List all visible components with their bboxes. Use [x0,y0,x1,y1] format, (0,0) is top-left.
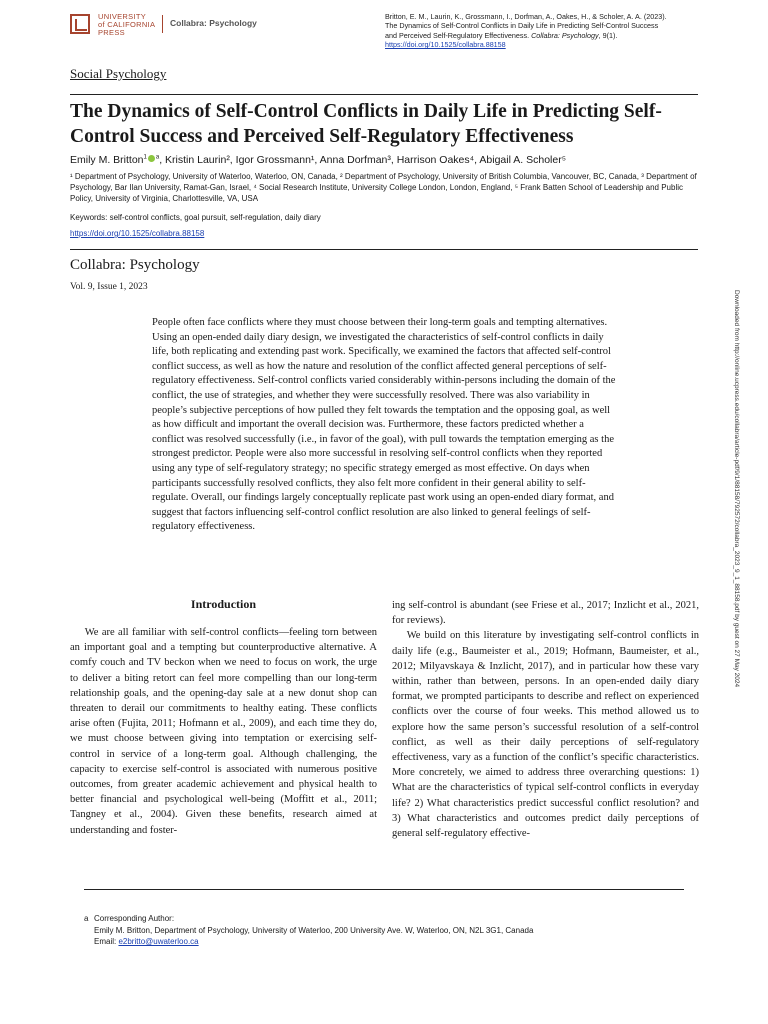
author-britton[interactable]: Emily M. Britton [70,154,144,166]
journal-title: Collabra: Psychology [70,257,200,273]
volume-info: Vol. 9, Issue 1, 2023 [70,282,148,292]
doi-link[interactable]: https://doi.org/10.1525/collabra.88158 [70,229,205,238]
paragraph: ing self-control is abundant (see Friese et al., 2017; Inzlicht et al., 2021, for reviews). [392,600,699,627]
publisher-logo-text: UNIVERSITY of CALIFORNIA PRESS [98,12,156,37]
paragraph: We are all familiar with self-control conflicts—feeling torn between an important goal and a tempting but counterproductive alternative. A comfy couch and TV beckon when we need to focus on work, the urge to deliver a biting retort can feel more compelling than our long-term relationship goals, and the opening-day sale at a new donut shop can threaten to derail our commitments to healthy eating. These conflicts arise often (Fujita, 2011; Hofmann et al., 2009), and each time they do, we must choose between giving into temptation or exercising self-control in service of a long-term goal. Although challenging, the capacity to exercise self-control is associated with numerous positive outcomes, from greater academic achievement and physical health to better financial and psychological well-being (Moffitt et al., 2011; Tangney et al., 2004). Given these benefits, research aimed at understanding and foster- [70,627,377,836]
header-rule [70,94,698,95]
paragraph: We build on this literature by investigating self-control conflicts in daily life (e.g., Baumeister et al., 2019; Hofmann, Baumeister, et al., 2012; Milyavskaya & Inzlicht, 2017), and in particular how these vary within, rather than between, persons. In an open-ended daily diary format, we prompted participants to describe and reflect on experienced conflicts over the course of four weeks. This method allowed us to explore how the same person’s successful resolution of a self-control conflict, as well as their daily perceptions of self-regulatory effectiveness, vary as a function of the conflict’s specific characteristics. More concretely, we aimed to address three overarching questions: 1) What are the characteristics of typical self-control conflicts in everyday life? 2) What characteristics predict successful conflict resolution? and 3) What characteristics and outcomes predict daily perceptions of general self-regulatory effective- [392,630,699,840]
orcid-icon[interactable] [148,155,155,162]
download-watermark: Downloaded from http://online.ucpress.edu/collabra/article-pdf/9/1/88158/792572/collabra_2023_9_1_88158.pdf by guest on 27 May 2024 [733,290,740,688]
section-label[interactable]: Social Psychology [70,66,167,81]
header-journal-name: Collabra: Psychology [170,18,257,28]
keywords: Keywords: self-control conflicts, goal pursuit, self-regulation, daily diary [70,213,321,222]
other-authors: , Kristin Laurin², Igor Grossmann¹, Anna Dorfman³, Harrison Oakes⁴, Abigail A. Scholer⁵ [159,154,567,166]
introduction-heading: Introduction [190,597,257,611]
citation-doi-link[interactable]: https://doi.org/10.1525/collabra.88158 [385,40,506,50]
footnote-rule [84,889,684,890]
abstract: People often face conflicts where they must choose between their long-term goals and tempting alternatives. Using an open-ended daily diary design, we investigated the characteristics of self-control conflicts in daily life, both replicating and extending past work. Specifically, we examined the factors that affected self-control conflict success, as well as how the nature and resolution of the conflict affected general perceptions of self-regulatory effectiveness. Self-control conflicts varied considerably within-persons including the domain of the conflict, the use of strategies, and whether they were successfully resolved. There was also variability in people’s subjective perceptions of how pulled they felt towards the temptation and the opposing goal, as well as how difficult and important the overall decision was. Furthermore, these factors predicted whether a conflict was resolved successfully (i.e., in favor of the goal), with pull towards the temptation emerging as the strongest predictor. People were also more successful in resolving self-control conflicts when they reported using any type of self-regulatory strategy; no specific strategy emerged as most effective. On days when participants successfully resolved conflicts, they also felt more confident in their general ability to self-regulate. Overall, our findings largely conceptually replicate past work using an open-ended diary format, and suggest that factors influencing self-control conflict resolution are also linked to general feelings of self-regulatory effectiveness. [152,317,616,533]
affiliations: ¹ Department of Psychology, University of Waterloo, Waterloo, ON, Canada, ² Department of Psychology, University of British Columbia, Vancouver, BC, Canada, ³ Department of Psychology, Bar Ilan University, Ramat-Gan, Israel, ⁴ Social Research Institute, University College London, London, England, ⁵ Frank Batten School of Leadership and Public Policy, University of Virginia, Charlottesville, VA, USA [70,172,697,204]
footnote: a Corresponding Author: Emily M. Britton, Department of Psychology, University of Waterloo, 200 University Ave. W, Waterloo, ON, N2L 3G1, Canada Email: e2britto@uwaterloo.ca [84,914,534,947]
author-list: Emily M. Britton$^1$ $^a$, Kristin Laurin², Igor Grossmann¹, Anna Dorfman³, Harrison Oakes⁴, Abigail A. Scholer⁵ [70,154,567,166]
citation-block: Britton, E. M., Laurin, K., Grossmann, I., Dorfman, A., Oakes, H., & Scholer, A. A. (2023). The Dynamics of Self-Control Conflicts in Daily Life in Predicting Self-Control Success and Perceived Self-Regulatory Effectiveness. Collabra: Psychology, 9(1). https://doi.org/10.1525/collabra.88158 [385,12,667,50]
body-column-left [70,625,377,838]
logo-divider [162,15,163,33]
article-title: The Dynamics of Self-Control Conflicts in Daily Life in Predicting Self-Control Success and Perceived Self-Regulatory Effectiveness [70,101,662,147]
journal-rule [70,249,698,250]
email-link[interactable]: e2britto@uwaterloo.ca [118,937,199,947]
body-column-right [392,598,699,841]
ucpress-logo-icon [70,14,90,34]
